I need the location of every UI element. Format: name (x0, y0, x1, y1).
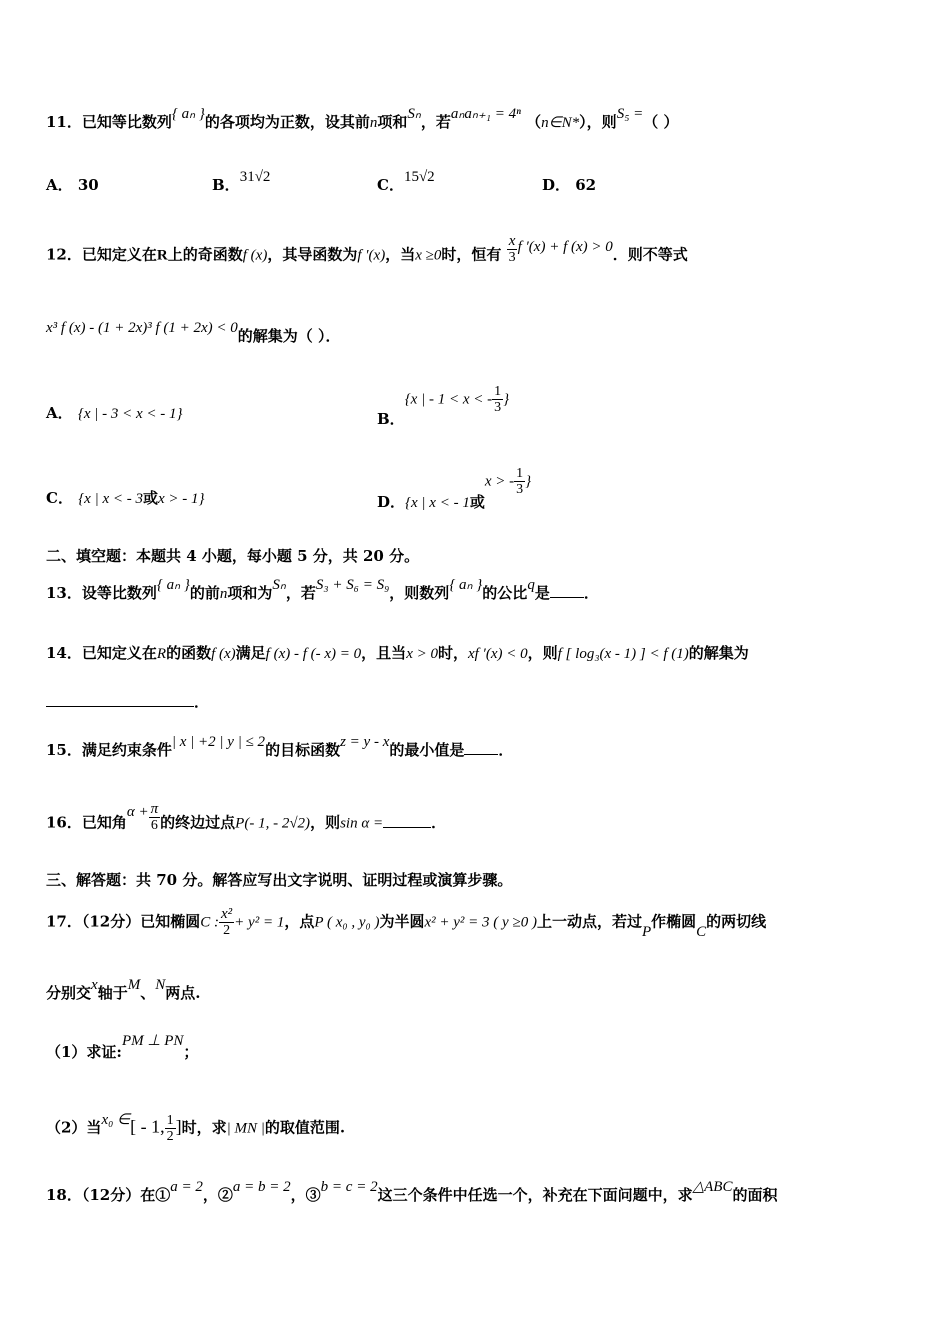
q11-option-d (542, 174, 596, 195)
text: 上的奇函数 (167, 245, 243, 264)
math: z = y - x (340, 734, 390, 750)
math: n (369, 115, 378, 131)
math: M (127, 977, 141, 993)
text: （ ） (643, 113, 679, 131)
part-label: （1）求证: (46, 1043, 122, 1061)
math: f (x) - f (- x) = 0 (265, 646, 362, 662)
text: 、 (140, 984, 156, 1002)
text: ，且当 (361, 644, 407, 662)
math: aₙaₙ₊₁ = 4ⁿ (450, 106, 521, 122)
text: ，则 (527, 644, 558, 662)
numerator: 1 (494, 384, 502, 399)
question-17-line-2 (46, 977, 201, 1004)
text: ． (583, 584, 599, 602)
score: （12分） (81, 1186, 141, 1204)
text: ． (498, 741, 514, 759)
fraction (165, 1113, 176, 1144)
math: S₅ = (616, 106, 644, 122)
text: 两点. (165, 984, 201, 1002)
text: 的前 (189, 584, 220, 602)
text: 作椭圆 (651, 912, 697, 931)
math: f (x) (211, 646, 236, 662)
text: 轴于 (97, 984, 128, 1002)
numerator: 1 (516, 466, 524, 481)
math: C : (200, 914, 220, 931)
math: f (x) (242, 247, 268, 264)
text: 的各项均为正数，设其前 (204, 113, 370, 131)
question-13 (46, 577, 599, 604)
text: 的目标函数 (265, 741, 341, 759)
question-17-part-2 (46, 1113, 345, 1144)
denominator: 3 (516, 482, 524, 497)
text: 项和为 (227, 584, 273, 602)
text: 为半圆 (379, 912, 425, 931)
section-3-heading: 三、解答题：共 70 分。解答应写出文字说明、证明过程或演算步骤。 (46, 871, 513, 889)
text: 已知定义在 (81, 245, 157, 264)
option-value: x > - 1} (158, 491, 205, 507)
text: 这三个条件中任选一个，补充在下面问题中，求 (377, 1186, 693, 1204)
option-label: C． (377, 176, 404, 194)
question-number: 15． (46, 741, 82, 759)
math: x³ f (x) - (1 + 2x)³ f (1 + 2x) < 0 (46, 320, 238, 336)
text: ，② (202, 1186, 233, 1204)
text: 的终边过点 (160, 813, 236, 832)
math: xf ′(x) < 0 (467, 646, 528, 662)
numerator: 1 (166, 1113, 174, 1128)
q12-option-b (377, 384, 510, 428)
math: sin α = (340, 815, 384, 832)
option-label: D． (542, 176, 571, 194)
math: C (696, 923, 707, 940)
math: { aₙ } (449, 577, 483, 593)
math: R (156, 247, 168, 264)
denominator: 2 (223, 923, 231, 938)
text: 是 (534, 584, 550, 602)
math: + y² = 1 (234, 914, 285, 931)
math: x² + y² = 3 ( y ≥0 ) (424, 914, 537, 931)
question-number: 18． (46, 1186, 82, 1204)
text: 满足约束条件 (81, 741, 172, 759)
fraction (514, 466, 525, 497)
math: P (641, 923, 652, 940)
question-number: 16． (46, 813, 82, 832)
text: ，则数列 (389, 584, 450, 602)
text: 的最小值是 (389, 741, 465, 759)
text: 的解集为（ ）． (237, 327, 341, 345)
text: 已知角 (81, 813, 127, 832)
math: R (156, 646, 167, 662)
text: 已知定义在 (81, 644, 157, 662)
option-label: A． (46, 404, 73, 422)
math: PM ⊥ PN (121, 1033, 184, 1049)
numerator: x (508, 233, 516, 249)
option-label: A． (46, 176, 73, 194)
math: N (155, 977, 166, 993)
q12-option-d (377, 466, 532, 511)
option-value: {x | x < - 3 (78, 491, 143, 507)
denominator: 3 (508, 250, 516, 265)
math: ] (175, 1116, 182, 1137)
text: 的公比 (482, 584, 528, 602)
math: { aₙ } (171, 106, 205, 122)
text: ．则不等式 (612, 245, 688, 264)
math: b = c = 2 (320, 1179, 378, 1195)
math: f ′(x) (357, 247, 386, 264)
answer-blank[interactable] (46, 692, 194, 707)
math: △ABC (692, 1179, 733, 1195)
option-value: } (525, 473, 532, 490)
text: 时，求 (181, 1118, 227, 1137)
text: 的取值范围. (264, 1118, 346, 1137)
text: 时，恒有 (441, 245, 502, 264)
question-14 (46, 643, 749, 664)
question-17 (46, 907, 766, 938)
q11-option-b (212, 169, 271, 195)
section-2-heading: 二、填空题：本题共 4 小题，每小题 5 分，共 20 分。 (46, 547, 420, 565)
math: { aₙ } (156, 577, 190, 593)
option-value: x > - (484, 473, 515, 490)
math: n∈N* (541, 115, 580, 131)
text: 的解集为 (688, 644, 749, 662)
question-11 (46, 106, 679, 133)
text: ，当 (385, 245, 416, 264)
math: P(- 1, - 2√2) (235, 815, 311, 832)
question-17-part-1 (46, 1033, 199, 1063)
numerator: x² (221, 906, 233, 922)
q12-option-c (46, 487, 205, 508)
text: 项和 (377, 113, 408, 131)
option-label: C． (46, 489, 73, 507)
q11-option-c (377, 169, 435, 195)
math: x > 0 (406, 646, 438, 662)
math: | MN | (226, 1120, 265, 1137)
answer-blank[interactable] (383, 813, 431, 828)
option-value: 30 (77, 176, 99, 194)
question-number: 17． (46, 912, 82, 931)
denominator: 6 (150, 818, 158, 833)
math: α + (126, 803, 149, 820)
text: ），则 (579, 113, 617, 131)
score: （12分） (81, 912, 141, 931)
text: 的函数 (166, 644, 212, 662)
math: x (91, 977, 98, 993)
text: ，若 (285, 584, 316, 602)
option-value: 31√2 (239, 169, 271, 185)
math: x₀ ∈ (101, 1111, 131, 1128)
question-number: 12． (46, 245, 82, 264)
text: ； (183, 1043, 199, 1061)
option-label: B． (377, 409, 405, 428)
text: 的面积 (732, 1186, 778, 1204)
question-16 (46, 801, 447, 839)
text: 上一动点，若过 (536, 912, 642, 931)
denominator: 3 (494, 400, 502, 415)
text: （ (526, 113, 542, 131)
text: ，③ (290, 1186, 321, 1204)
math: a = b = 2 (232, 1179, 291, 1195)
text: 在① (140, 1186, 171, 1204)
text: ． (431, 813, 447, 832)
denominator: 2 (166, 1129, 174, 1144)
question-number: 13． (46, 584, 82, 602)
text: ，则 (310, 813, 341, 832)
math: f ′(x) + f (x) > 0 (517, 238, 613, 255)
text: 满足 (235, 644, 266, 662)
option-value: {x | - 1 < x < - (404, 391, 493, 408)
question-number: 11． (46, 113, 82, 131)
part-label: （2）当 (46, 1118, 102, 1137)
question-number: 14． (46, 644, 82, 662)
math: Sₙ (272, 577, 286, 593)
text: 或 (469, 492, 485, 511)
math: [ - 1, (130, 1116, 165, 1137)
text: 已知椭圆 (140, 912, 201, 931)
fraction (219, 907, 234, 938)
question-12-inequality (46, 320, 341, 347)
question-14-blank-line (46, 692, 209, 712)
text: 的两切线 (706, 912, 767, 931)
option-value: {x | x < - 1 (405, 494, 470, 511)
numerator: π (150, 801, 159, 817)
answer-blank[interactable] (464, 740, 498, 755)
math: a = 2 (170, 1179, 203, 1195)
fraction (507, 234, 518, 265)
math: | x | +2 | y | ≤ 2 (171, 734, 266, 750)
option-value: 62 (575, 176, 597, 194)
q12-option-a (46, 402, 183, 423)
option-label: B． (212, 176, 240, 194)
question-15 (46, 734, 514, 761)
math: q (527, 577, 535, 593)
option-value: 15√2 (403, 169, 435, 185)
fraction (149, 802, 161, 833)
question-18 (46, 1179, 778, 1206)
text: 时， (437, 644, 468, 662)
option-label: D． (377, 492, 406, 511)
text: 设等比数列 (81, 584, 157, 602)
text: 或 (143, 489, 159, 507)
text: ，若 (420, 113, 451, 131)
text: 分别交 (46, 984, 92, 1002)
text: ． (194, 693, 210, 711)
fraction (492, 384, 503, 415)
math: x ≥0 (415, 247, 442, 264)
math: f [ log₃(x - 1) ] < f (1) (557, 646, 689, 662)
question-12 (46, 233, 688, 271)
option-value: } (503, 391, 510, 408)
answer-blank[interactable] (550, 583, 584, 598)
math: S₃ + S₆ = S₉ (315, 577, 390, 593)
math: n (219, 586, 228, 602)
text: 已知等比数列 (81, 113, 172, 131)
text: ，点 (284, 912, 315, 931)
option-value: {x | - 3 < x < - 1} (77, 406, 183, 422)
q11-option-a (46, 174, 99, 195)
math: Sₙ (407, 106, 421, 122)
text: ，其导函数为 (267, 245, 358, 264)
math: P ( x₀ , y₀ ) (314, 914, 380, 931)
